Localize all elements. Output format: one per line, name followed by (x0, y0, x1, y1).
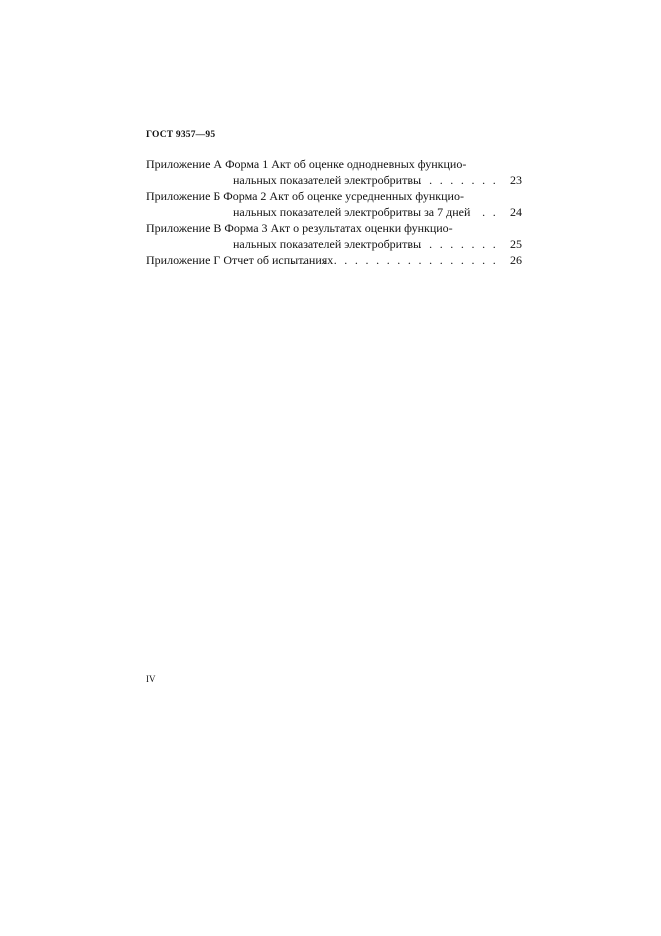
document-header: ГОСТ 9357—95 (146, 130, 216, 140)
toc-entry-b-title-cont: нальных показателей электробритвы за 7 дней (233, 205, 473, 219)
toc-entry-b-page: 24 (510, 205, 522, 219)
table-of-contents (146, 156, 522, 268)
toc-entry-a-page: 23 (510, 173, 522, 187)
toc-entry-a-line-1 (146, 156, 522, 172)
toc-entry-b-leader: . . (482, 205, 498, 219)
page-number-footer: IV (146, 674, 156, 684)
toc-entry-c-line-2 (146, 236, 522, 252)
toc-entry-a-title-cont: нальных показателей электробритвы (233, 173, 424, 187)
toc-entry-a-line-2 (146, 172, 522, 188)
toc-entry-b-line-1 (146, 188, 522, 204)
toc-entry-a-leader: . . . . . . . . . (407, 173, 498, 187)
toc-entry-d-page: 26 (510, 253, 522, 267)
toc-entry-c-leader: . . . . . . . . . (407, 237, 498, 251)
toc-entry-b-title: Приложение Б Форма 2 Акт об оценке усредненных функцио- (146, 189, 464, 203)
toc-entry-a-title: Приложение А Форма 1 Акт об оценке однодневных функцио- (146, 157, 467, 171)
toc-entry-c-title-cont: нальных показателей электробритвы (233, 237, 424, 251)
toc-entry-d-title: Приложение Г Отчет об испытаниях (146, 253, 336, 267)
toc-entry-c-title: Приложение В Форма 3 Акт о результатах оценки функцио- (146, 221, 453, 235)
toc-entry-c-page: 25 (510, 237, 522, 251)
toc-entry-d-line-1 (146, 252, 522, 268)
toc-entry-c-line-1 (146, 220, 522, 236)
toc-entry-d-leader: . . . . . . . . . . . . . . . . . . . . (291, 253, 498, 267)
toc-entry-b-line-2 (146, 204, 522, 220)
